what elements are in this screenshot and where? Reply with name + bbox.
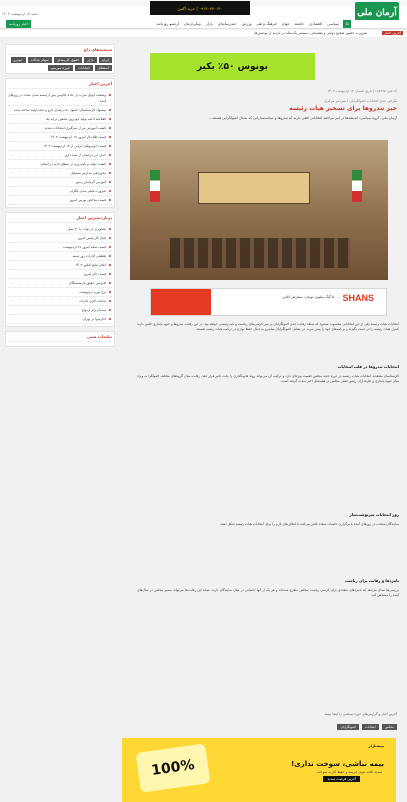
- news-ticker: [0, 30, 407, 38]
- latest-news-box: [5, 78, 115, 208]
- nav-item-sport[interactable]: ورزش: [241, 21, 252, 26]
- article-subheading-1: انتخابات تندروها در قلب انتخابات: [337, 364, 399, 369]
- list-item[interactable]: تصاویری از دولت با ۳۰ نسل: [8, 225, 112, 234]
- hot-tags-box: [5, 44, 115, 74]
- text-ads-box: [5, 331, 115, 347]
- article-kicker: نگرانی جدی انتخابات اصولگرایان / سردبیر مرکزی: [324, 99, 397, 103]
- insurance-ad-button[interactable]: آخرین فرصت تمدید: [323, 776, 360, 782]
- tag-item[interactable]: سهام عدالت: [28, 57, 52, 63]
- latest-news-title: آخرین اخبار: [8, 81, 112, 89]
- sidebar: [5, 44, 115, 351]
- tag-item[interactable]: خودرو: [11, 57, 26, 63]
- insurance-ad-brand: بیمه‌بازار: [368, 744, 384, 748]
- list-item[interactable]: حذف ارز ترجیحی از سبد دارو: [8, 151, 112, 160]
- article-headline: خیز تندروها برای تسخیر هیات رئیسه: [289, 105, 397, 112]
- main-navbar: [0, 20, 407, 29]
- popular-news-title: پربازدیدترین اخبار: [8, 215, 112, 223]
- article-tags: [337, 724, 397, 730]
- nav-item-culture[interactable]: فرهنگ و هنر: [256, 21, 277, 26]
- article-subheading-3: نامزدها و رقابت برای ریاست: [344, 578, 399, 583]
- hot-tags-list: [8, 57, 112, 71]
- nav-item-world[interactable]: جهان: [281, 21, 290, 26]
- article-paragraph-3: نمایندگان منتخب در روزهای آینده با برگزاری جلسات متعدد تلاش می‌کنند تا ائتلاف‌های لازم را برای انتخابات هیات رئیسه شکل دهند.: [219, 522, 399, 526]
- insurance-ad-title: بیمه نباشی، سوخت نداری!: [291, 760, 384, 768]
- nav-item-economy[interactable]: اقتصادی: [309, 21, 323, 26]
- article-paragraph-2: کارشناسان معتقدند انتخابات هیات رئیسه در دوره جدید مجلس اهمیت ویژه‌ای دارد و ترکیب آن می‌تواند روند قانونگذاری را تحت تاثیر قرار دهد. رقابت میان گروه‌های مختلف اصولگرا به ویژه میان جبهه پایداری و طرفداران رئیس فعلی مجلس در هفته‌های اخیر شدت گرفته است.: [137, 374, 399, 384]
- text-ads-title: تبلیغات متنی: [8, 334, 112, 342]
- tag-item[interactable]: استقلال: [95, 65, 112, 71]
- list-item[interactable]: قیمت دلار امروز: [8, 270, 112, 279]
- nav-items: [157, 21, 339, 26]
- shans-ad-brand: SHANS: [342, 293, 374, 303]
- article-lead: آرمان ملی- گروه سیاسی: اندیشه‌ها در امر مراجعه انتخاباتی افقی دارند که تندروها و سیاستمدارانی که بدنبال اصولگرایی هستند...: [208, 116, 397, 120]
- article-meta: کد خبر: ۱۸۸۸۹۵ | تاریخ انتشار: ۱۷ اردیبهشت ۱۴۰۳: [327, 89, 397, 93]
- popular-news-box: [5, 212, 115, 327]
- hot-tags-title: منتخبه‌های داغ: [8, 47, 112, 55]
- list-item[interactable]: کیفیت تولید برنامه‌ریزی در سطح جدید در استان: [8, 160, 112, 169]
- insurance-banner-ad[interactable]: [122, 738, 396, 802]
- list-item[interactable]: اعلام نتایج کنکور ۱۴۰۳: [8, 261, 112, 270]
- header-date: شنبه ۱۷ اردیبهشت ۱۴۰۳: [2, 12, 38, 16]
- list-item[interactable]: ثبت‌نام وام ازدواج: [8, 306, 112, 315]
- article-tag[interactable]: اصولگرایان: [337, 724, 358, 730]
- list-item[interactable]: پایان کار پلیس امروز: [8, 234, 112, 243]
- nav-item-society[interactable]: جامعه: [294, 21, 305, 26]
- list-item[interactable]: قیمت خودروهای ایرانی از ۱۷ اردیبهشت ۱۴۰۳: [8, 142, 112, 151]
- list-item[interactable]: اطلاعیه ادامه تولید خودروی شاهین درجه یک: [8, 115, 112, 124]
- related-link[interactable]: آخرین اخبار و گزارش‌های حوزه سیاسی را اینجا ببینید: [324, 712, 397, 716]
- list-item[interactable]: وضعیت آبهای شرب در جاده چالوس پس ازایسبه شدن مجدد در روزهای آینده: [8, 91, 112, 106]
- insurance-ad-percent: 100%: [136, 743, 211, 792]
- site-logo[interactable]: آرمان ملی: [355, 2, 399, 24]
- shans-ad-subtitle: ۵ گیگ میلیون تومان؛ سفارش آنلاین: [282, 295, 334, 299]
- list-item[interactable]: قیمت شاخص بورس امروز: [8, 196, 112, 205]
- shans-banner-ad[interactable]: [150, 288, 387, 316]
- tag-item[interactable]: ایران: [99, 57, 112, 63]
- shans-ad-image: [151, 289, 211, 315]
- flag-left: [150, 170, 160, 202]
- nav-item-multimedia[interactable]: چندرسانه‌ای: [217, 21, 237, 26]
- list-item[interactable]: افزایش حقوق بازنشستگان: [8, 279, 112, 288]
- tag-item[interactable]: انتخابات: [75, 65, 93, 71]
- list-item[interactable]: آموزش گرمایش زمین: [8, 178, 112, 187]
- list-item[interactable]: کیفیت آموزش نیز از سرگیری امتحانات شدید: [8, 124, 112, 133]
- list-item[interactable]: ساعت کاری ادارات: [8, 297, 112, 306]
- tag-item[interactable]: خوزه مورینیو: [48, 65, 73, 71]
- nav-item-politics[interactable]: سیاسی: [327, 21, 339, 26]
- top-banner-ad[interactable]: ۰۹۱۲۰۷۷۰۱۴۰ | خرید آکنین: [150, 1, 250, 15]
- list-item[interactable]: ضرورت فیلتر شدن تلگرام: [8, 187, 112, 196]
- insurance-ad-subtitle: تمدید ثالث بدون جریمه و حفظ کارت سوخت: [316, 770, 382, 774]
- article-photo: [130, 140, 388, 280]
- ticker-text[interactable]: ضرورت حضور صحیح دولتی و پشتیبانی، مستمر یک‌ساله در بازدید از پوشش‌ها: [254, 31, 367, 35]
- article-tag[interactable]: انتخابات: [362, 724, 379, 730]
- tag-item[interactable]: حقوق کارمندان: [54, 57, 82, 63]
- list-item[interactable]: مجوزدهی مدارس مستقل: [8, 169, 112, 178]
- photo-chairs: [170, 238, 350, 268]
- nav-item-market[interactable]: بازار: [205, 21, 213, 26]
- article-tag[interactable]: مجلس: [382, 724, 397, 730]
- flag-right: [352, 170, 362, 202]
- nav-item-archive[interactable]: آرشیو روزنامه: [156, 21, 179, 26]
- list-item[interactable]: اجاره‌بها در تهران: [8, 315, 112, 324]
- nav-item-wiki[interactable]: ویکی‌ارمان: [183, 21, 201, 26]
- article-paragraph-1: انتخابات هیات رئیسه یکی از این انتخاباتی محسوب میشود که شاهد رقابت جدی اصولگرایان بر سر کرسی‌های ریاست و نایب‌رئیسی خواهد بود. در این رقابت تندروها و جبهه پایداری تلاش دارند کنترل هیات رئیسه را در دست بگیرند و برنامه‌های خود را پیش ببرند. در مقابل، اصولگرایان میانه‌رو به دنبال حفظ توازن در ترکیب هیات رئیسه هستند.: [137, 322, 399, 332]
- list-item[interactable]: تعطیلی ادارات روز شنبه: [8, 252, 112, 261]
- article-paragraph-4: بررسی‌ها نشان می‌دهد که نامزدهای متعددی برای کرسی ریاست مجلس مطرح شده‌اند و هر یک از آنها حامیانی در میان نمایندگان دارند. نتیجه این رقابت‌ها می‌تواند مسیر مجلس در سال‌های آینده را مشخص کند.: [137, 588, 399, 598]
- list-item[interactable]: پیشنهاد کارشناسان: کمبود ۵۰ درصدی دارو و ماده اولیه ساخته شده: [8, 106, 112, 115]
- bonus-banner-ad[interactable]: بونوس ۵۰٪ بکیر: [150, 53, 315, 80]
- tag-item[interactable]: بازار: [84, 57, 96, 63]
- site-header: [0, 0, 407, 28]
- ticker-label: آخرین اخبار: [384, 31, 401, 35]
- list-item[interactable]: قیمت سکه امروز ۱۷ اردیبهشت: [8, 243, 112, 252]
- photo-screen: [198, 172, 310, 204]
- newspaper-news-button[interactable]: اخبار روزنامه: [6, 20, 31, 28]
- list-item[interactable]: قیمت طلا دلار امروز ۱۷ اردیبهشت ۱۴۰۳: [8, 133, 112, 142]
- article-subheading-2: روز انتخابات سرنوشت‌ساز: [349, 512, 399, 517]
- list-item[interactable]: نرخ تورم اردیبهشت: [8, 288, 112, 297]
- home-icon[interactable]: ⌂: [343, 20, 351, 28]
